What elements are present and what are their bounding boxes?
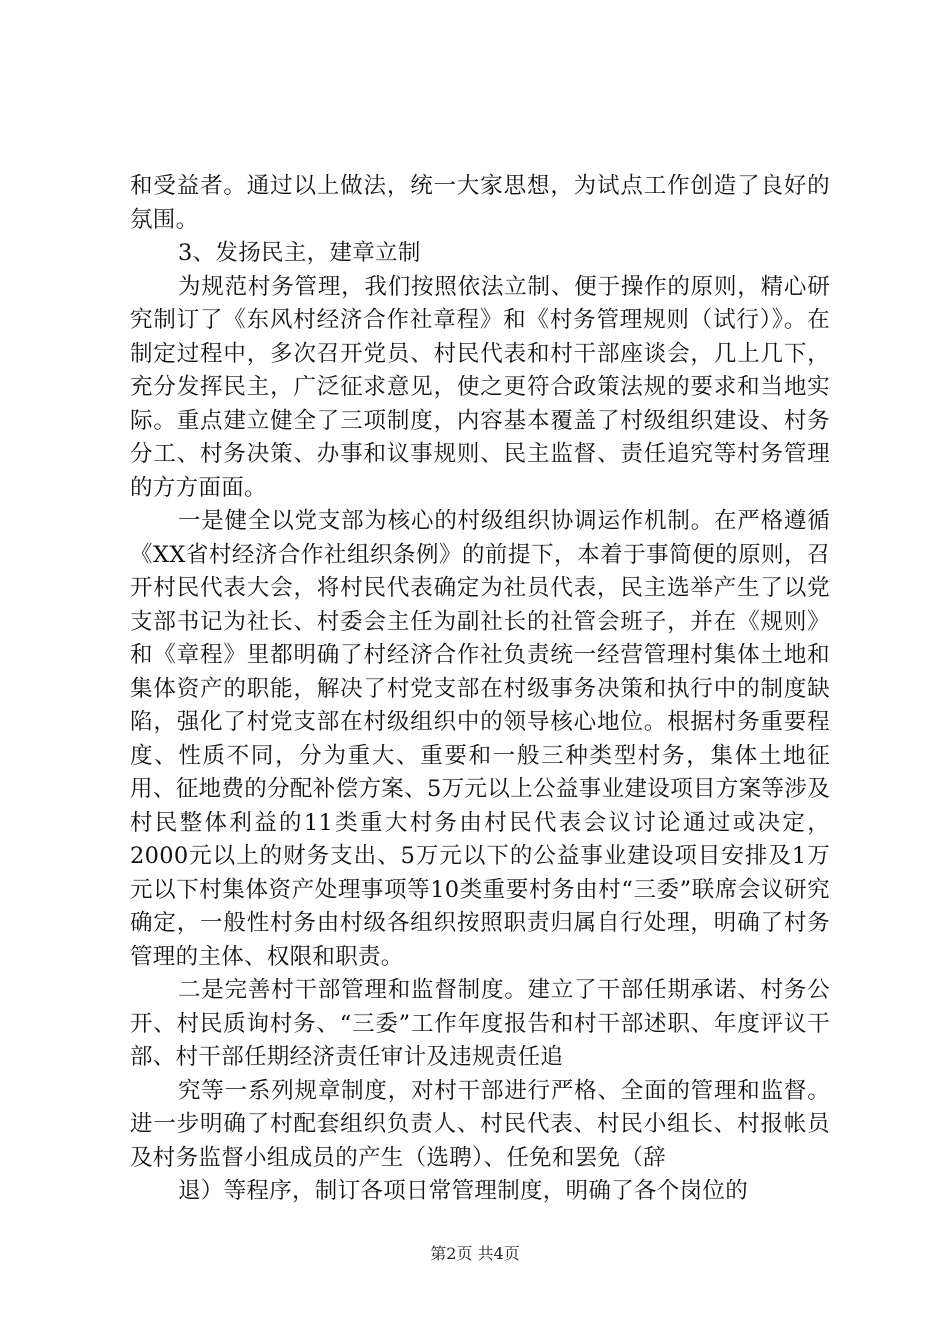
paragraph-procedures: 退）等程序，制订各项日常管理制度，明确了各个岗位的 <box>178 1178 749 1204</box>
section-heading: 3、发扬民主，建章立制 <box>178 240 421 266</box>
paragraph-continuation: 和受益者。通过以上做法，统一大家思想，为试点工作创造了良好的氛围。 <box>130 173 830 233</box>
paragraph-organization-mechanism: 一是健全以党支部为核心的村级组织协调运作机制。在严格遵循《XX省村经济合作社组织条例》的前提下，本着于事简便的原则，召开村民代表大会，将村民代表确定为社员代表，民主选举产生了以党支部书记为社长、村委会主任为副社长的社管会班子，并在《规则》和《章程》里都明确了村经济合作社负责统一经营管理村集体土地和集体资产的职能，解决了村党支部在村级事务决策和执行中的制度缺陷，强化了村党支部在村级组织中的领导核心地位。根据村务重要程度、性质不同，分为重大、重要和一般三种类型村务，集体土地征用、征地费的分配补偿方案、5万元以上公益事业建设项目方案等涉及村民整体利益的11类重大村务由村民代表会议讨论通过或决定，2000元以上的财务支出、5万元以下的公益事业建设项目安排及1万元以下村集体资产处理事项等10类重要村务由村“三委”联席会议研究确定，一般性村务由村级各组织按照职责归属自行处理，明确了村务管理的主体、权限和职责。 <box>130 508 830 970</box>
document-body <box>130 170 830 1209</box>
page-number-footer: 第2页 共4页 <box>430 1244 520 1263</box>
paragraph-regulations: 为规范村务管理，我们按照依法立制、便于操作的原则，精心研究制订了《东风村经济合作社章程》和《村务管理规则（试行）》。在制定过程中，多次召开党员、村民代表和村干部座谈会，几上几下，充分发挥民主，广泛征求意见，使之更符合政策法规的要求和当地实际。重点建立健全了三项制度，内容基本覆盖了村级组织建设、村务分工、村务决策、办事和议事规则、民主监督、责任追究等村务管理的方方面面。 <box>130 273 830 501</box>
paragraph-supervision-system: 二是完善村干部管理和监督制度。建立了干部任期承诺、村务公开、村民质询村务、“三委”工作年度报告和村干部述职、年度评议干部、村干部任期经济责任审计及违规责任追 <box>130 977 830 1070</box>
paragraph-supervision-continued: 究等一系列规章制度，对村干部进行严格、全面的管理和监督。进一步明确了村配套组织负责人、村民代表、村民小组长、村报帐员及村务监督小组成员的产生（选聘）、任免和罢免（辞 <box>130 1077 830 1171</box>
